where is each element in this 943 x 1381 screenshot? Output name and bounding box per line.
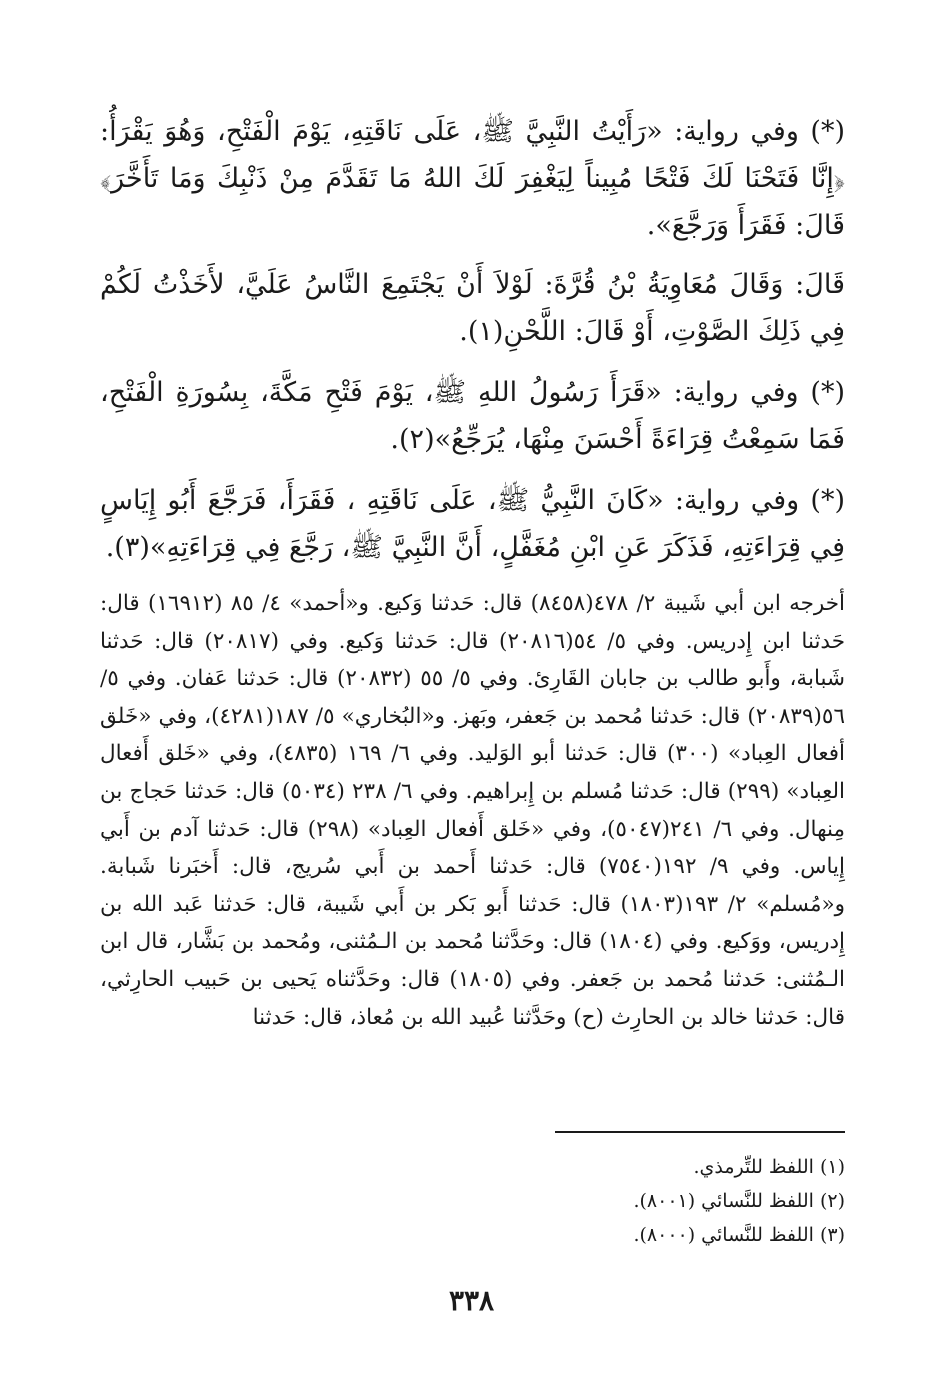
takhrij-paragraph: أخرجه ابن أبي شَيبة ٢/ ٤٧٨(٨٤٥٨) قال: حَدثنا وَكيع. و«أحمد» ٤/ ٨٥ (١٦٩١٢) قال: حَدثنا ابن إِدريس. وفي ٥/ ٥٤(٢٠٨١٦) قال: حَدثنا وَكيع. وفي (٢٠٨١٧) قال: حَدثنا شَبابة، وأَبو طالب بن جابان القَارِئ. وفي ٥/ ٥٥ (٢٠٨٣٢) قال: حَدثنا عَفان. وفي ٥/ ٥٦(٢٠٨٣٩) قال: حَدثنا مُحمد بن جَعفر، وبَهز. و«البُخاري» ٥/ ١٨٧(٤٢٨١)، وفي «خَلق أفعال العِباد» (٣٠٠) قال: حَدثنا أبو الوَليد. وفي ٦/ ١٦٩ (٤٨٣٥)، وفي «خَلق أَفعال العِباد» (٢٩٩) قال: حَدثنا مُسلم بن إِبراهيم. وفي ٦/ ٢٣٨ (٥٠٣٤) قال: حَدثنا حَجاج بن مِنهال. وفي ٦/ ٢٤١(٥٠٤٧)، وفي «خَلق أَفعال العِباد» (٢٩٨) قال: حَدثنا آدم بن أَبي إِياس. وفي ٩/ ١٩٢(٧٥٤٠) قال: حَدثنا أَحمد بن أَبي سُريج، قال: أَخبَرنا شَبابة. و«مُسلم» ٢/ ١٩٣(١٨٠٣) قال: حَدثنا أَبو بَكر بن أَبي شَيبة، قال: حَدثنا عَبد الله بن إِدريس، ووَكيع. وفي (١٨٠٤) قال: وحَدَّثنا مُحمد بن الـمُثنى، ومُحمد بن بَشَّار، قال ابن الـمُثنى: حَدثنا مُحمد بن جَعفر. وفي (١٨٠٥) قال: وحَدَّثناه يَحيى بن حَبيب الحارِثي، قال: حَدثنا خالد بن الحارِث (ح) وحَدَّثنا عُبيد الله بن مُعاذ، قال: حَدثنا (100, 591, 846, 1030)
footnote-3: (٣) اللفظ للنَّسائي (٨٠٠٠). (633, 1224, 845, 1246)
footnote-2: (٢) اللفظ للنَّسائي (٨٠٠١). (633, 1190, 845, 1212)
footnotes (100, 1150, 845, 1252)
hadith-paragraph-2: قَالَ: وَقَالَ مُعَاوِيَةُ بْنُ قُرَّةَ: لَوْلاَ أَنْ يَجْتَمِعَ النَّاسُ عَلَيَّ، لأَخَذْتُ لَكُمْ فِي ذَلِكَ الصَّوْتِ، أَوْ قَالَ: اللَّحْنِ(١). (100, 269, 845, 347)
page-body (100, 108, 845, 1036)
hadith-paragraph-1: (*) وفي رواية: «رَأَيْتُ النَّبِيَّ ﷺ، عَلَى نَاقَتِهِ، يَوْمَ الْفَتْحِ، وَهُوَ يَقْرَأُ: ﴿إِنَّا فَتَحْنَا لَكَ فَتْحًا مُبِيناً لِيَغْفِرَ لَكَ اللهُ مَا تَقَدَّمَ مِنْ ذَنْبِكَ وَمَا تَأَخَّرَ﴾ قَالَ: فَقَرَأَ وَرَجَّعَ». (100, 116, 845, 241)
footnote-1: (١) اللفظ للتِّرمذي. (693, 1156, 845, 1178)
page-number: ٣٣٨ (448, 1284, 495, 1317)
hadith-paragraph-3: (*) وفي رواية: «قَرَأَ رَسُولُ اللهِ ﷺ، يَوْمَ فَتْحِ مَكَّةَ، بِسُورَةِ الْفَتْحِ، فَمَا سَمِعْتُ قِرَاءَةً أَحْسَنَ مِنْهَا، يُرَجِّعُ»(٢). (100, 377, 845, 455)
hadith-paragraph-4: (*) وفي رواية: «كَانَ النَّبِيُّ ﷺ، عَلَى نَاقَتِهِ ، فَقَرَأَ، فَرَجَّعَ أَبُو إِيَاسٍ فِي قِرَاءَتِهِ، فَذَكَرَ عَنِ ابْنِ مُغَفَّلٍ، أَنَّ النَّبِيَّ ﷺ، رَجَّعَ فِي قِرَاءَتِهِ»(٣). (100, 485, 845, 563)
footnote-divider (555, 1131, 845, 1133)
